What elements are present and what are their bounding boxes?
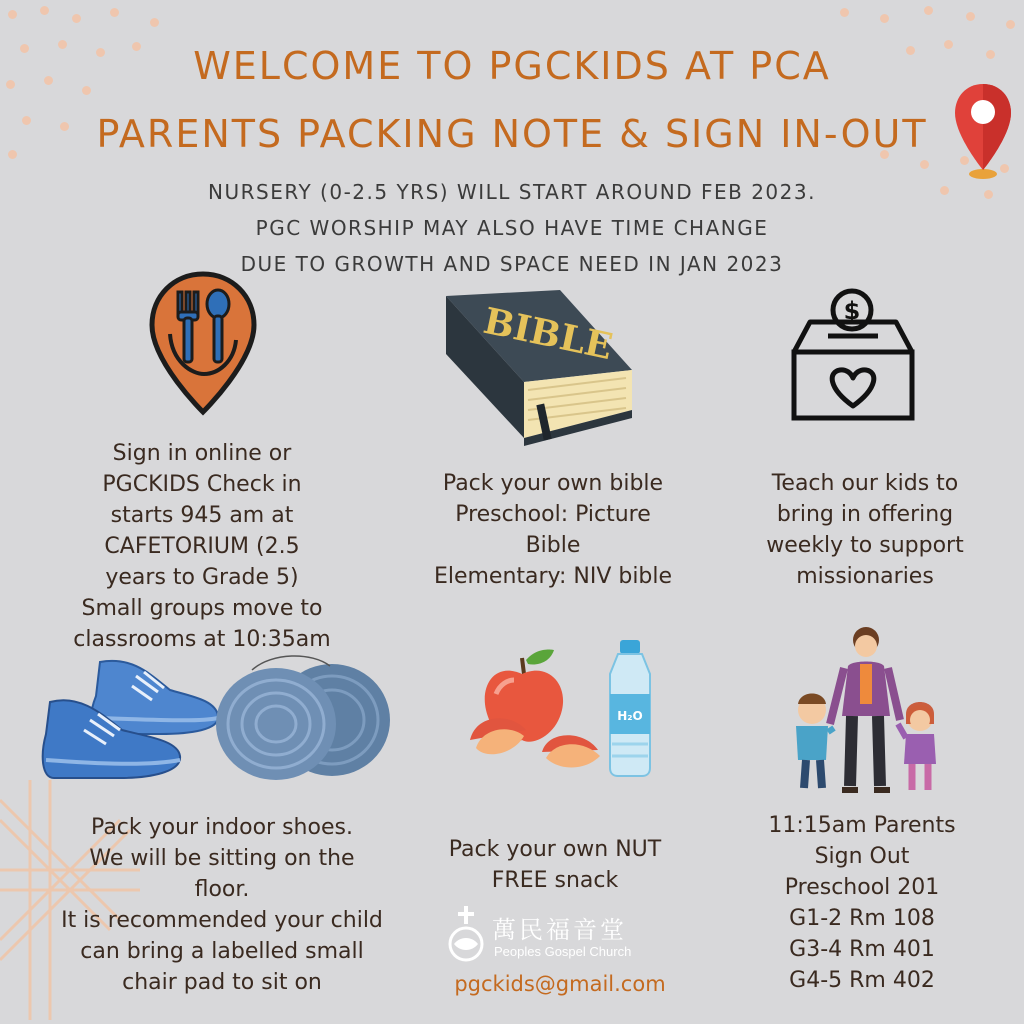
sign-in-text: Sign in online or PGCKIDS Check in starts 945 am at CAFETORIUM (2.5 years to Grade 5) Small groups move to classrooms at 10:35am [73, 441, 331, 652]
bible-icon [440, 286, 636, 446]
bible-cover-text: BIBLE [479, 299, 617, 369]
church-logo [440, 904, 680, 964]
dollar-symbol: $ [843, 297, 861, 325]
location-pin-icon [952, 80, 1014, 180]
donation-box-icon [788, 288, 918, 424]
notice-line-2: PGC WORSHIP MAY ALSO HAVE TIME CHANGE [255, 216, 769, 240]
water-bottle-icon [600, 640, 660, 778]
nursery-notice [0, 174, 1024, 282]
apple-icon [466, 644, 606, 774]
church-name-chinese: 萬民福音堂 [492, 916, 627, 944]
sign-out-text: 11:15am Parents Sign Out Preschool 201 G1-2 Rm 108 G3-4 Rm 401 G4-5 Rm 402 [768, 813, 956, 993]
family-icon [782, 624, 942, 804]
contact-email[interactable]: pgckids@gmail.com [454, 972, 666, 996]
snack-text: Pack your own NUT FREE snack [448, 837, 662, 893]
bible-text: Pack your own bible Preschool: Picture Bible Elementary: NIV bible [433, 471, 673, 589]
bottle-label: H₂O [617, 709, 643, 723]
notice-line-1: NURSERY (0-2.5 YRS) WILL START AROUND FEB 2023. [208, 180, 816, 204]
page-title-line-1: WELCOME TO PGCKIDS AT PCA [193, 44, 831, 88]
chair-pad-icon [212, 652, 394, 782]
notice-line-3: DUE TO GROWTH AND SPACE NEED IN JAN 2023 [240, 252, 784, 276]
page-title-line-2: PARENTS PACKING NOTE & SIGN IN-OUT [96, 112, 928, 156]
church-name-english: Peoples Gospel Church [494, 944, 632, 959]
shoes-icon [40, 656, 230, 786]
church-logo-icon [444, 906, 488, 962]
offering-text: Teach our kids to bring in offering weekly to support missionaries [766, 471, 964, 589]
utensils-pin-icon [148, 270, 258, 418]
shoes-text: Pack your indoor shoes. We will be sitting on the floor. It is recommended your child can bring a labelled small chair pad to sit on [61, 815, 383, 995]
